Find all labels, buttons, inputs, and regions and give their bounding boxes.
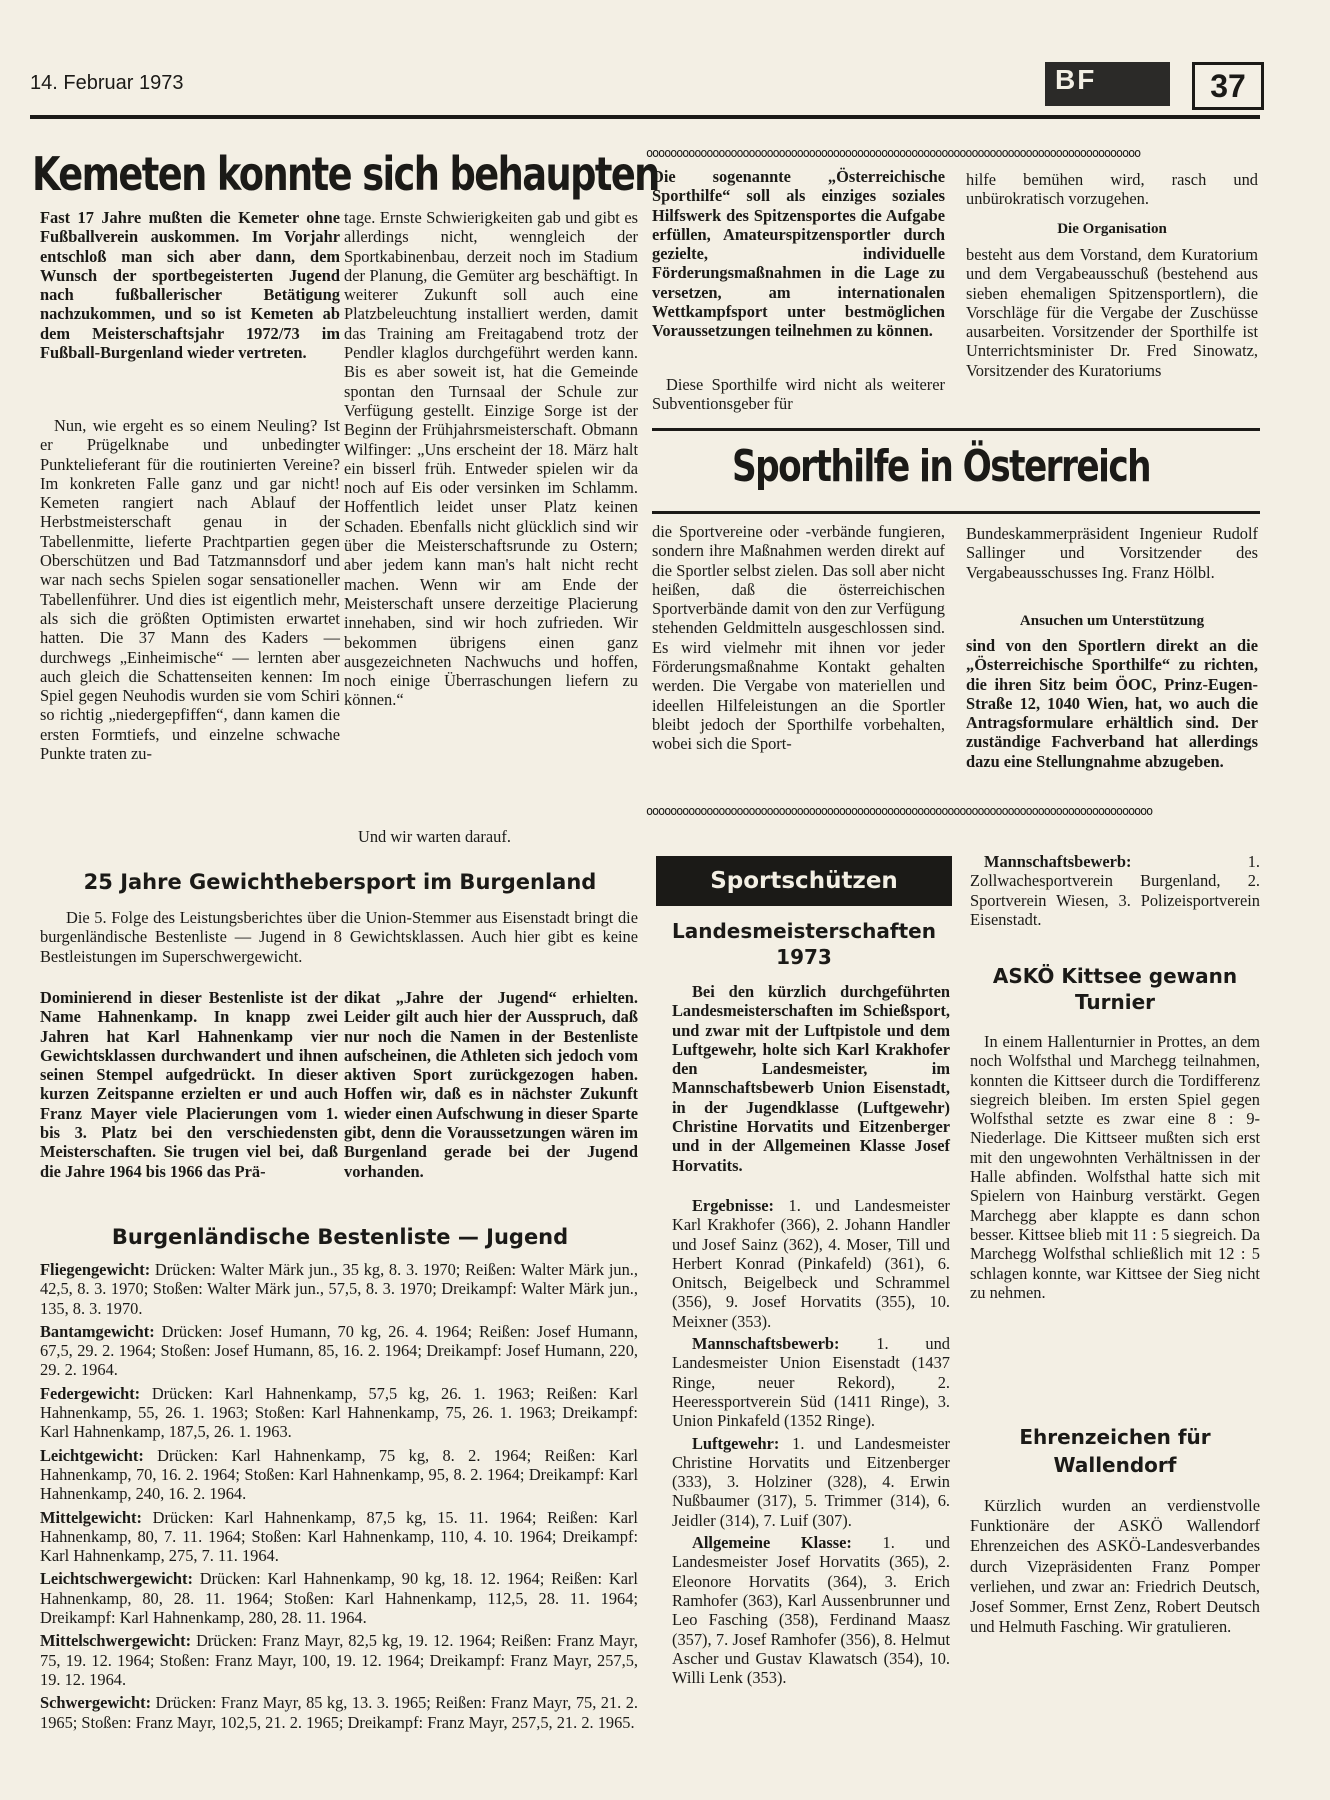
bestenliste-entry: Bantamgewicht: Drücken: Josef Humann, 70 kg, 26. 4. 1964; Reißen: Josef Humann, 67,5, 29. 2. 1964; Stoßen: Josef Humann, 85, 16. 2. 1964; Dreikampf: Josef Humann, 220, 29. 2. 1964. <box>40 1321 638 1380</box>
schuetzen-results <box>672 1196 950 1687</box>
wallendorf-text: Kürzlich wurden an verdienstvolle Funktionäre der ASKÖ Wallendorf Ehrenzeichen des ASKÖ-Landesverbandes durch Vizepräsidenten Franz Pomper verliehen, und zwar an: Friedrich Deutsch, Josef Sommer, Ernst Zenz, Robert Deutsch und Helmuth Fasching. Wir gratulieren. <box>970 1496 1260 1637</box>
kittsee-headline: ASKÖ Kittsee gewann Turnier <box>992 964 1238 1014</box>
landesmeisterschaften-headline: Landesmeisterschaften 1973 <box>672 919 936 969</box>
sporthilfe-text-a: Diese Sporthilfe wird nicht als weiterer Subventionsgeber für <box>652 375 945 414</box>
gewicht-col-1: Dominierend in dieser Bestenliste ist der Name Hahnenkamp. In knapp zwei Jahren hat Karl Hahnenkamp vier Gewichtsklassen durchwandert und ihnen seinen Stempel aufgedrückt. In dieser kurzen Zeitspanne erzielten er und auch Franz Mayer viele Placierungen vom 1. bis 3. Platz bei den verschiedensten Meisterschaften. Sie trugen viel bei, daß die Jahre 1964 bis 1966 das Prä- <box>40 988 338 1181</box>
mannschaftsbewerb-right: Mannschaftsbewerb: 1. Zollwachesportverein Burgenland, 2. Sportverein Wiesen, 3. Polizeisportverein Eisenstadt. <box>970 852 1260 929</box>
sportschuetzen-banner: Sportschützen <box>656 856 952 906</box>
results-paragraph: Luftgewehr: 1. und Landesmeister Christine Horvatits und Eitzenberger (333), 3. Holziner (328), 4. Erwin Nußbaumer (317), 5. Trimmer (314), 6. Jeidler (314), 7. Luif (307). <box>672 1433 950 1530</box>
issue-date: 14. Februar 1973 <box>30 72 184 94</box>
organisation-text: besteht aus dem Vorstand, dem Kuratorium und dem Vergabeausschuß (bestehend aus sieben ehemaligen Spitzensportlern), die Vorschläge für die Vergabe der Zuschüsse ausarbeiten. Vorsitzender der Sporthilfe ist Unterrichtsminister Dr. Fred Sinowatz, Vorsitzender des Kuratoriums <box>966 245 1258 380</box>
schuetzen-lead: Bei den kürzlich durchgeführten Landesmeisterschaften im Schießsport, und zwar mit der Luftpistole und dem Luftgewehr, holte sich Karl Krakhofer den Landesmeister, im Mannschaftsbewerb Union Eisenstadt, in der Jugendklasse (Luftgewehr) Christine Horvatits und Eitzenberger und in der Allgemeinen Klasse Josef Horvatits. <box>672 982 950 1175</box>
sporthilfe-rule-top <box>652 428 1260 431</box>
wallendorf-headline: Ehrenzeichen für Wallendorf <box>1019 1425 1211 1477</box>
ansuchen-subhead: Ansuchen um Unterstützung <box>1019 613 1205 629</box>
kemeten-body-1: Nun, wie ergeht es so einem Neuling? Ist er Prügelknabe und unbedingter Punktelieferant für die routinierten Vereine? Im konkreten Falle ganz und gar nicht! Kemeten rangiert nach Ablauf der Herbstmeisterschaft genau in der Tabellenmitte, lieferte Prachtpartien gegen Oberschützen und Bad Tatzmannsdorf und war nach sechs Spielen sogar sensationeller Tabellenführer. Und dies ist eigentlich mehr, als sich die größten Optimisten erwartet hatten. Die 37 Mann des Kaders — durchwegs „Einheimische“ — lernten aber auch gleich die Schattenseiten kennen: Im Spiel gegen Neuhodis wurden sie vom Schiri so richtig „niedergepfiffen“, dann kamen die ersten Formtiefs, und einzelne schwache Punkte traten zu- <box>40 416 340 764</box>
bestenliste-headline: Burgenländische Bestenliste — Jugend <box>111 1225 569 1249</box>
results-paragraph: Ergebnisse: 1. und Landesmeister Karl Krakhofer (366), 2. Johann Handler und Josef Sainz (362), 4. Moser, Till und Herbert Konrad (Pinkafeld) (361), 6. Onitsch, Beigelbeck und Schrammel (356), 9. Josef Horvatits (355), 10. Meixner (353). <box>672 1196 950 1331</box>
sporthilfe-lead: Die sogenannte „Österreichische Sporthilfe“ soll als einziges soziales Hilfswerk des Spitzensportes die Aufgabe erfüllen, Amateurspitzensportler durch gezielte, individuelle Förderungsmaßnahmen in die Lage zu versetzen, am internationalen Wettkampfsport unter bestmöglichen Voraussetzungen teilnehmen zu können. <box>652 167 945 341</box>
kemeten-headline: Kemeten konnte sich behaupten <box>32 147 659 201</box>
bestenliste-entry: Mittelschwergewicht: Drücken: Franz Mayr, 82,5 kg, 19. 12. 1964; Reißen: Franz Mayr, 75, 19. 12. 1964; Stoßen: Franz Mayr, 100, 19. 12. 1964; Dreikampf: Franz Mayr, 257,5, 19. 12. 1964. <box>40 1631 638 1689</box>
bestenliste-entry: Mittelgewicht: Drücken: Karl Hahnenkamp, 87,5 kg, 15. 11. 1964; Reißen: Karl Hahnenkamp, 80, 7. 11. 1964; Stoßen: Karl Hahnenkamp, 110, 4. 10. 1964; Dreikampf: Karl Hahnenkamp, 275, 7. 11. 1964. <box>40 1507 638 1566</box>
section-label: BF <box>1055 64 1097 95</box>
ornament-border-top: oooooooooooooooooooooooooooooooooooooooooooooooooooooooooooooooooooooooooooooooooo <box>646 146 1141 160</box>
kemeten-body-2: tage. Ernste Schwierigkeiten gab und gibt es allerdings nicht, wenngleich der Sportkabinenbau, derzeit noch im Stadium der Planung, die Gemüter arg beschäftigt. In weiterer Zukunft soll auch eine Platzbeleuchtung installiert werden, damit das Training am Freitagabend trotz der Pendler klaglos durchgeführt werden kann. Bis es aber soweit ist, hat die Gemeinde spontan den Turnsaal der Schule zur Verfügung gestellt. Einzige Sorge ist der Beginn der Frühjahrsmeisterschaft. Obmann Wilfinger: „Uns erscheint der 18. März halt ein bisserl früh. Entweder spielen wir da noch auf Eis oder versinken im Schlamm. Hoffentlich leidet unser Platz keinen Schaden. Ebenfalls nicht glücklich sind wir über die Meisterschaftsrunde zu Ostern; aber jedem kann man's halt nicht recht machen. Wenn wir am Ende der Meisterschaft unsere derzeitige Placierung innehaben, sind wir hoch zufrieden. Wir bekommen übrigens einen ganz ausgezeichneten Nachwuchs und hoffen, noch einige Überraschungen liefern zu können.“ <box>344 208 638 710</box>
gewicht-headline: 25 Jahre Gewichthebersport im Burgenland <box>83 870 597 894</box>
sporthilfe-rule-bottom <box>652 511 1260 514</box>
organisation-subhead: Die Organisation <box>1057 221 1167 237</box>
bestenliste-entry: Federgewicht: Drücken: Karl Hahnenkamp, 57,5 kg, 26. 1. 1963; Reißen: Karl Hahnenkamp, 55, 26. 1. 1963; Stoßen: Karl Hahnenkamp, 75, 26. 1. 1963; Dreikampf: Karl Hahnenkamp, 187,5, 26. 1. 1963. <box>40 1383 638 1442</box>
sporthilfe-text-d: Bundeskammerpräsident Ingenieur Rudolf Sallinger und Vorsitzender des Vergabeausschusses Ing. Franz Hölbl. <box>966 524 1258 582</box>
bestenliste-entry: Leichtgewicht: Drücken: Karl Hahnenkamp, 75 kg, 8. 2. 1964; Reißen: Karl Hahnenkamp, 70, 16. 2. 1964; Stoßen: Karl Hahnenkamp, 95, 8. 2. 1964; Dreikampf: Karl Hahnenkamp, 240, 16. 2. 1964. <box>40 1445 638 1504</box>
results-paragraph: Allgemeine Klasse: 1. und Landesmeister Josef Horvatits (365), 2. Eleonore Horvatits (364), 3. Erich Ramhofer (363), Karl Aussenbrunner und Leo Fasching (358), Ferdinand Maasz (357), 7. Josef Ramhofer (356), 8. Helmut Ascher und Gustav Klawatsch (354), 10. Willi Lenk (353). <box>672 1533 950 1688</box>
bestenliste-entry: Leichtschwergewicht: Drücken: Karl Hahnenkamp, 90 kg, 18. 12. 1964; Reißen: Karl Hahnenkamp, 80, 28. 11. 1964; Stoßen: Karl Hahnenkamp, 112,5, 28. 11. 1964; Dreikampf: Karl Hahnenkamp, 280, 28. 11. 1964. <box>40 1569 638 1628</box>
sporthilfe-text-b: hilfe bemühen wird, rasch und unbürokratisch vorzugehen. <box>966 170 1258 209</box>
ornament-border-mid: oooooooooooooooooooooooooooooooooooooooooooooooooooooooooooooooooooooooooooooooooooo <box>646 804 1153 818</box>
header-rule <box>30 115 1260 119</box>
kemeten-lead: Fast 17 Jahre mußten die Kemeter ohne Fußballverein auskommen. Im Vorjahr entschloß man sich aber dann, dem Wunsch der sportbegeisterten Jugend nach fußballerischer Betätigung nachzukommen, und so ist Kemeten ab dem Meisterschaftsjahr 1972/73 im Fußball-Burgenland wieder vertreten. <box>40 208 340 363</box>
gewicht-intro: Die 5. Folge des Leistungsberichtes über die Union-Stemmer aus Eisenstadt bringt die burgenländische Bestenliste — Jugend in 8 Gewichtsklassen. Auch hier gibt es keine Bestleistungen im Superschwergewicht. <box>40 908 638 966</box>
bestenliste-entry: Fliegengewicht: Drücken: Walter Märk jun., 35 kg, 8. 3. 1970; Reißen: Walter Märk jun., 42,5, 8. 3. 1970; Stoßen: Walter Märk jun., 57,5, 8. 3. 1970; Dreikampf: Walter Märk jun., 135, 8. 3. 1970. <box>40 1260 638 1318</box>
sporthilfe-headline: Sporthilfe in Österreich <box>732 441 1150 492</box>
bestenliste <box>40 1260 638 1736</box>
sporthilfe-text-c: die Sportvereine oder -verbände fungieren, sondern ihre Maßnahmen werden direkt auf die Sportler selbst zielen. Das soll aber nicht heißen, daß die österreichischen Sportverbände damit von den zur Verfügung stehenden Geldmitteln ausgeschlossen sind. Es wird vielmehr mit ihnen vor jeder Förderungsmaßnahme Kontakt gehalten werden. Die Vergabe von materiellen und ideellen Hilfeleistungen an die Sportler bleibt jedoch der Sporthilfe vorbehalten, wobei sich die Sport- <box>652 522 945 754</box>
kemeten-closing: Und wir warten darauf. <box>358 827 511 846</box>
results-paragraph: Mannschaftsbewerb: 1. und Landesmeister Union Eisenstadt (1437 Ringe, neuer Rekord), 2. Heeressportverein Süd (1411 Ringe), 3. Union Pinkafeld (1352 Ringe). <box>672 1334 950 1431</box>
page-number: 37 <box>1192 62 1264 110</box>
bestenliste-entry: Schwergewicht: Drücken: Franz Mayr, 85 kg, 13. 3. 1965; Reißen: Franz Mayr, 75, 21. 2. 1965; Stoßen: Franz Mayr, 102,5, 21. 2. 1965; Dreikampf: Franz Mayr, 257,5, 21. 2. 1965. <box>40 1693 638 1732</box>
gewicht-col-2: dikat „Jahre der Jugend“ erhielten. Leider gilt auch hier der Ausspruch, daß nur noch die Namen in der Bestenliste aufscheinen, die Athleten sich jedoch vom aktiven Sport zurückgezogen haben. Hoffen wir, daß es in nächster Zukunft wieder einen Aufschwung in dieser Sparte gibt, denn die Voraussetzungen wären im Burgenland gerade bei der Jugend vorhanden. <box>344 988 638 1181</box>
kittsee-text: In einem Hallenturnier in Prottes, an dem noch Wolfsthal und Marchegg teilnahmen, konnten die Kittseer durch die Tordifferenz siegreich bleiben. Im ersten Spiel gegen Wolfsthal setzte es zwar eine 8 : 9-Niederlage. Die Kittseer mußten sich erst mit den ungewohnten Verhältnissen in der Halle abfinden. Wolfsthal hatte sich mit Spielern von Hainburg verstärkt. Gegen Marchegg aber klappte es dann schon besser. Kittsee blieb mit 11 : 5 siegreich. Da Marchegg Wolfsthal schließlich mit 12 : 5 schlagen konnte, war Kittsee der Sieg nicht zu nehmen. <box>970 1032 1260 1302</box>
ansuchen-text: sind von den Sportlern direkt an die „Österreichische Sporthilfe“ zu richten, die ihren Sitz beim ÖOC, Prinz-Eugen-Straße 12, 1040 Wien, hat, wo auch die Antragsformulare erhältlich sind. Der zuständige Fachverband hat allerdings dazu eine Stellungnahme abzugeben. <box>966 636 1258 771</box>
